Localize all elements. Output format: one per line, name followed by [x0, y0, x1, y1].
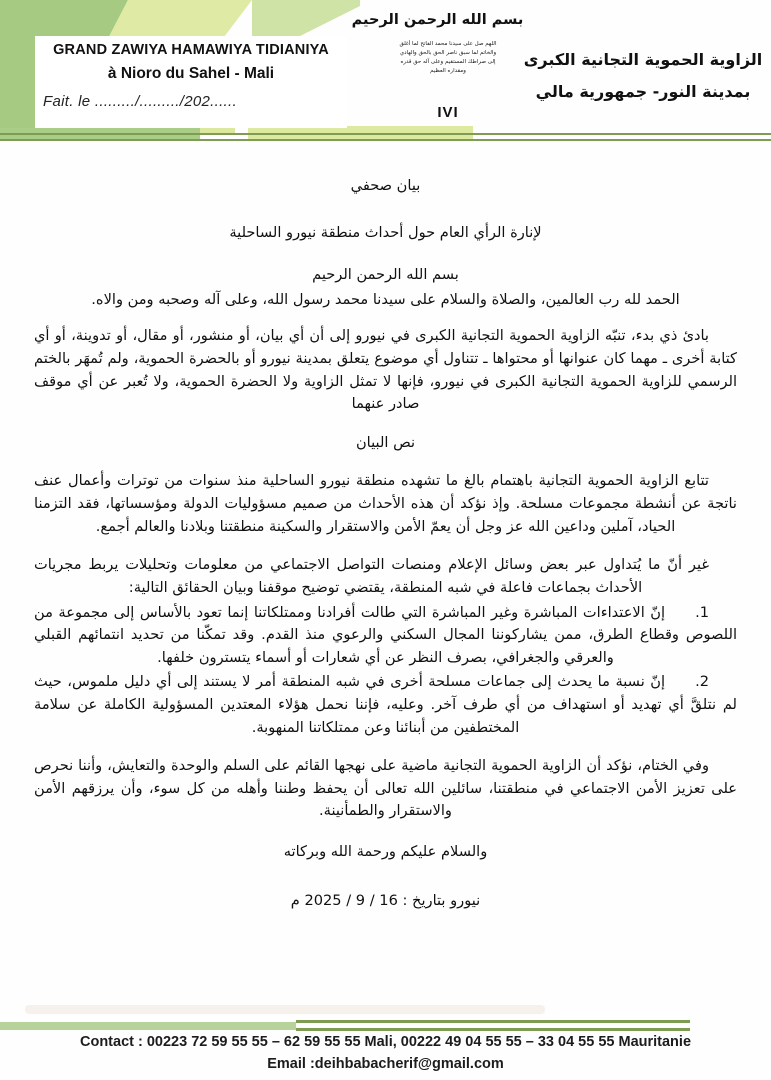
list-item-1-text: إنّ الاعتداءات المباشرة وغير المباشرة التي طالت أفرادنا وممتلكاتنا إنما تعود بالأساس إلى مجموعة من اللصوص وقطاع الطرق، ممن يشاركوننا المجال السكني والرعوي منذ القدم. وقد تمكّنا من تحديد انتمائهم القبلي والعرقي والجغرافي، بصرف النظر عن أي شعارات أو أسماء يتسترون خلفها.	[34, 603, 737, 666]
letterhead	[0, 0, 771, 145]
org-name-arabic-line2: بمدينة النور- جمهورية مالي	[535, 82, 751, 101]
org-name-latin-line2: à Nioro du Sahel - Mali	[107, 65, 275, 82]
org-name-box	[35, 36, 347, 128]
closing-paragraph: وفي الختام، نؤكد أن الزاوية الحموية التجانية ماضية على نهجها القائم على السلم والوحدة والتعايش، وأننا نحرص على تعزيز الأمن الاجتماعي في منطقتنا، سائلين الله تعالى أن يحفظ وطننا وأهله من كل سوء، وأن يرزقهم الأمن والاستقرار والطمأنينة.	[34, 757, 737, 820]
footer-email-line: Email :deihbabacherif@gmail.com	[267, 1056, 504, 1072]
facts-intro-paragraph: غير أنّ ما يُتداول عبر بعض وسائل الإعلام ومنصات التواصل الاجتماعي من معلومات وتحليلات يربط مجريات الأحداث بجماعات فاعلة في شبه المنطقة، يقتضي توضيح موقفنا وبيان الحقائق التالية:	[34, 556, 709, 596]
statement-body	[0, 145, 771, 912]
basmala-header: بسم الله الرحمن الرحيم	[351, 12, 524, 28]
hamdala-line: الحمد لله رب العالمين، والصلاة والسلام على سيدنا محمد رسول الله، وعلى آله وصحبه ومن والاه.	[91, 290, 680, 308]
list-item-1-number: 1.	[695, 603, 709, 621]
salutation-line: والسلام عليكم ورحمة الله وبركاته	[283, 843, 488, 861]
org-name-arabic	[523, 44, 763, 108]
monitoring-paragraph: تتابع الزاوية الحموية التجانية باهتمام بالغ ما تشهده منطقة نيورو الساحلية منذ سنوات من توترات وأعمال عنف ناتجة عن أنشطة مجموعات مسلحة. وإذ نؤكد أن هذه الأحداث من صميم مسؤوليات الدولة ومؤسساتها، فقد التزمنا الحياد، آملين وداعين الله عز وجل أن يعمّ الأمن والاستقرار والسكينة منطقتنا وبلادنا والعالم أجمع.	[34, 472, 737, 535]
footer-contact-line: Contact : 00223 72 59 55 55 – 62 59 55 55 Mali, 00222 49 04 55 55 – 33 04 55 55 Mauritanie	[79, 1034, 692, 1050]
footer-bar-light-segment	[0, 1022, 296, 1030]
scan-smudge	[25, 1005, 545, 1014]
logo-mark: IVI	[437, 104, 459, 121]
document-subtitle: لإنارة الرأي العام حول أحداث منطقة نيورو الساحلية	[229, 223, 542, 241]
document-title: بيان صحفي	[350, 177, 421, 194]
salat-al-fatih-calligraphy: اللهم صل على سيدنا محمد الفاتح لما أغلق والخاتم لما سبق ناصر الحق بالحق والهادي إلى صراطك المستقيم وعلى آله حق قدره ومقداره العظيم	[399, 41, 497, 75]
section-heading-statement-text: نص البيان	[355, 433, 416, 451]
org-name-arabic-line1: الزاوية الحموية التجانية الكبرى	[523, 50, 763, 69]
header-divider-double-rule	[0, 133, 771, 141]
footer-bar-double-rule-segment	[296, 1020, 690, 1031]
list-item-1	[34, 602, 737, 670]
list-item-2-number: 2.	[695, 673, 709, 691]
list-item-2	[34, 671, 737, 739]
org-name-latin-line1: GRAND ZAWIYA HAMAWIYA TIDIANIYA	[53, 42, 329, 58]
date-place-line: نيورو بتاريخ : 16 / 9 / 2025 م	[290, 891, 481, 909]
list-item-2-text: إنّ نسبة ما يحدث إلى جماعات مسلحة أخرى في شبه المنطقة أمر لا يستند إلى أي دليل ملموس، حيث لم نتلقَّ أي تهديد أو استهداف من أي طرف آخر. وعليه، فإننا نحمل هؤلاء المعتدين المسؤولية الكاملة عن سلامة المختطفين من أبنائنا وعن ممتلكاتنا المنهوبة.	[34, 673, 737, 736]
date-blank-line: Fait. le ........./........./202......	[43, 93, 237, 110]
basmala-body: بسم الله الرحمن الرحيم	[312, 266, 459, 284]
disclaimer-paragraph: بادئ ذي بدء، تنبّه الزاوية الحموية التجانية الكبرى في نيورو إلى أن أي بيان، أو منشور، أو مقال، أو تدوينة، أو أي كتابة أخرى ـ مهما كان عنوانها أو محتواها ـ تتناول أي موضوع يتعلق بمدينة نيورو أو بالحضرة الحموية، ولم تُمهَر بالختم الرسمي للزاوية الحموية التجانية الكبرى في نيورو، فإنها لا تمثل الزاوية ولا الحضرة الحموية، ولا تُعبر عن أي موقف صادر عنهما	[34, 327, 737, 413]
